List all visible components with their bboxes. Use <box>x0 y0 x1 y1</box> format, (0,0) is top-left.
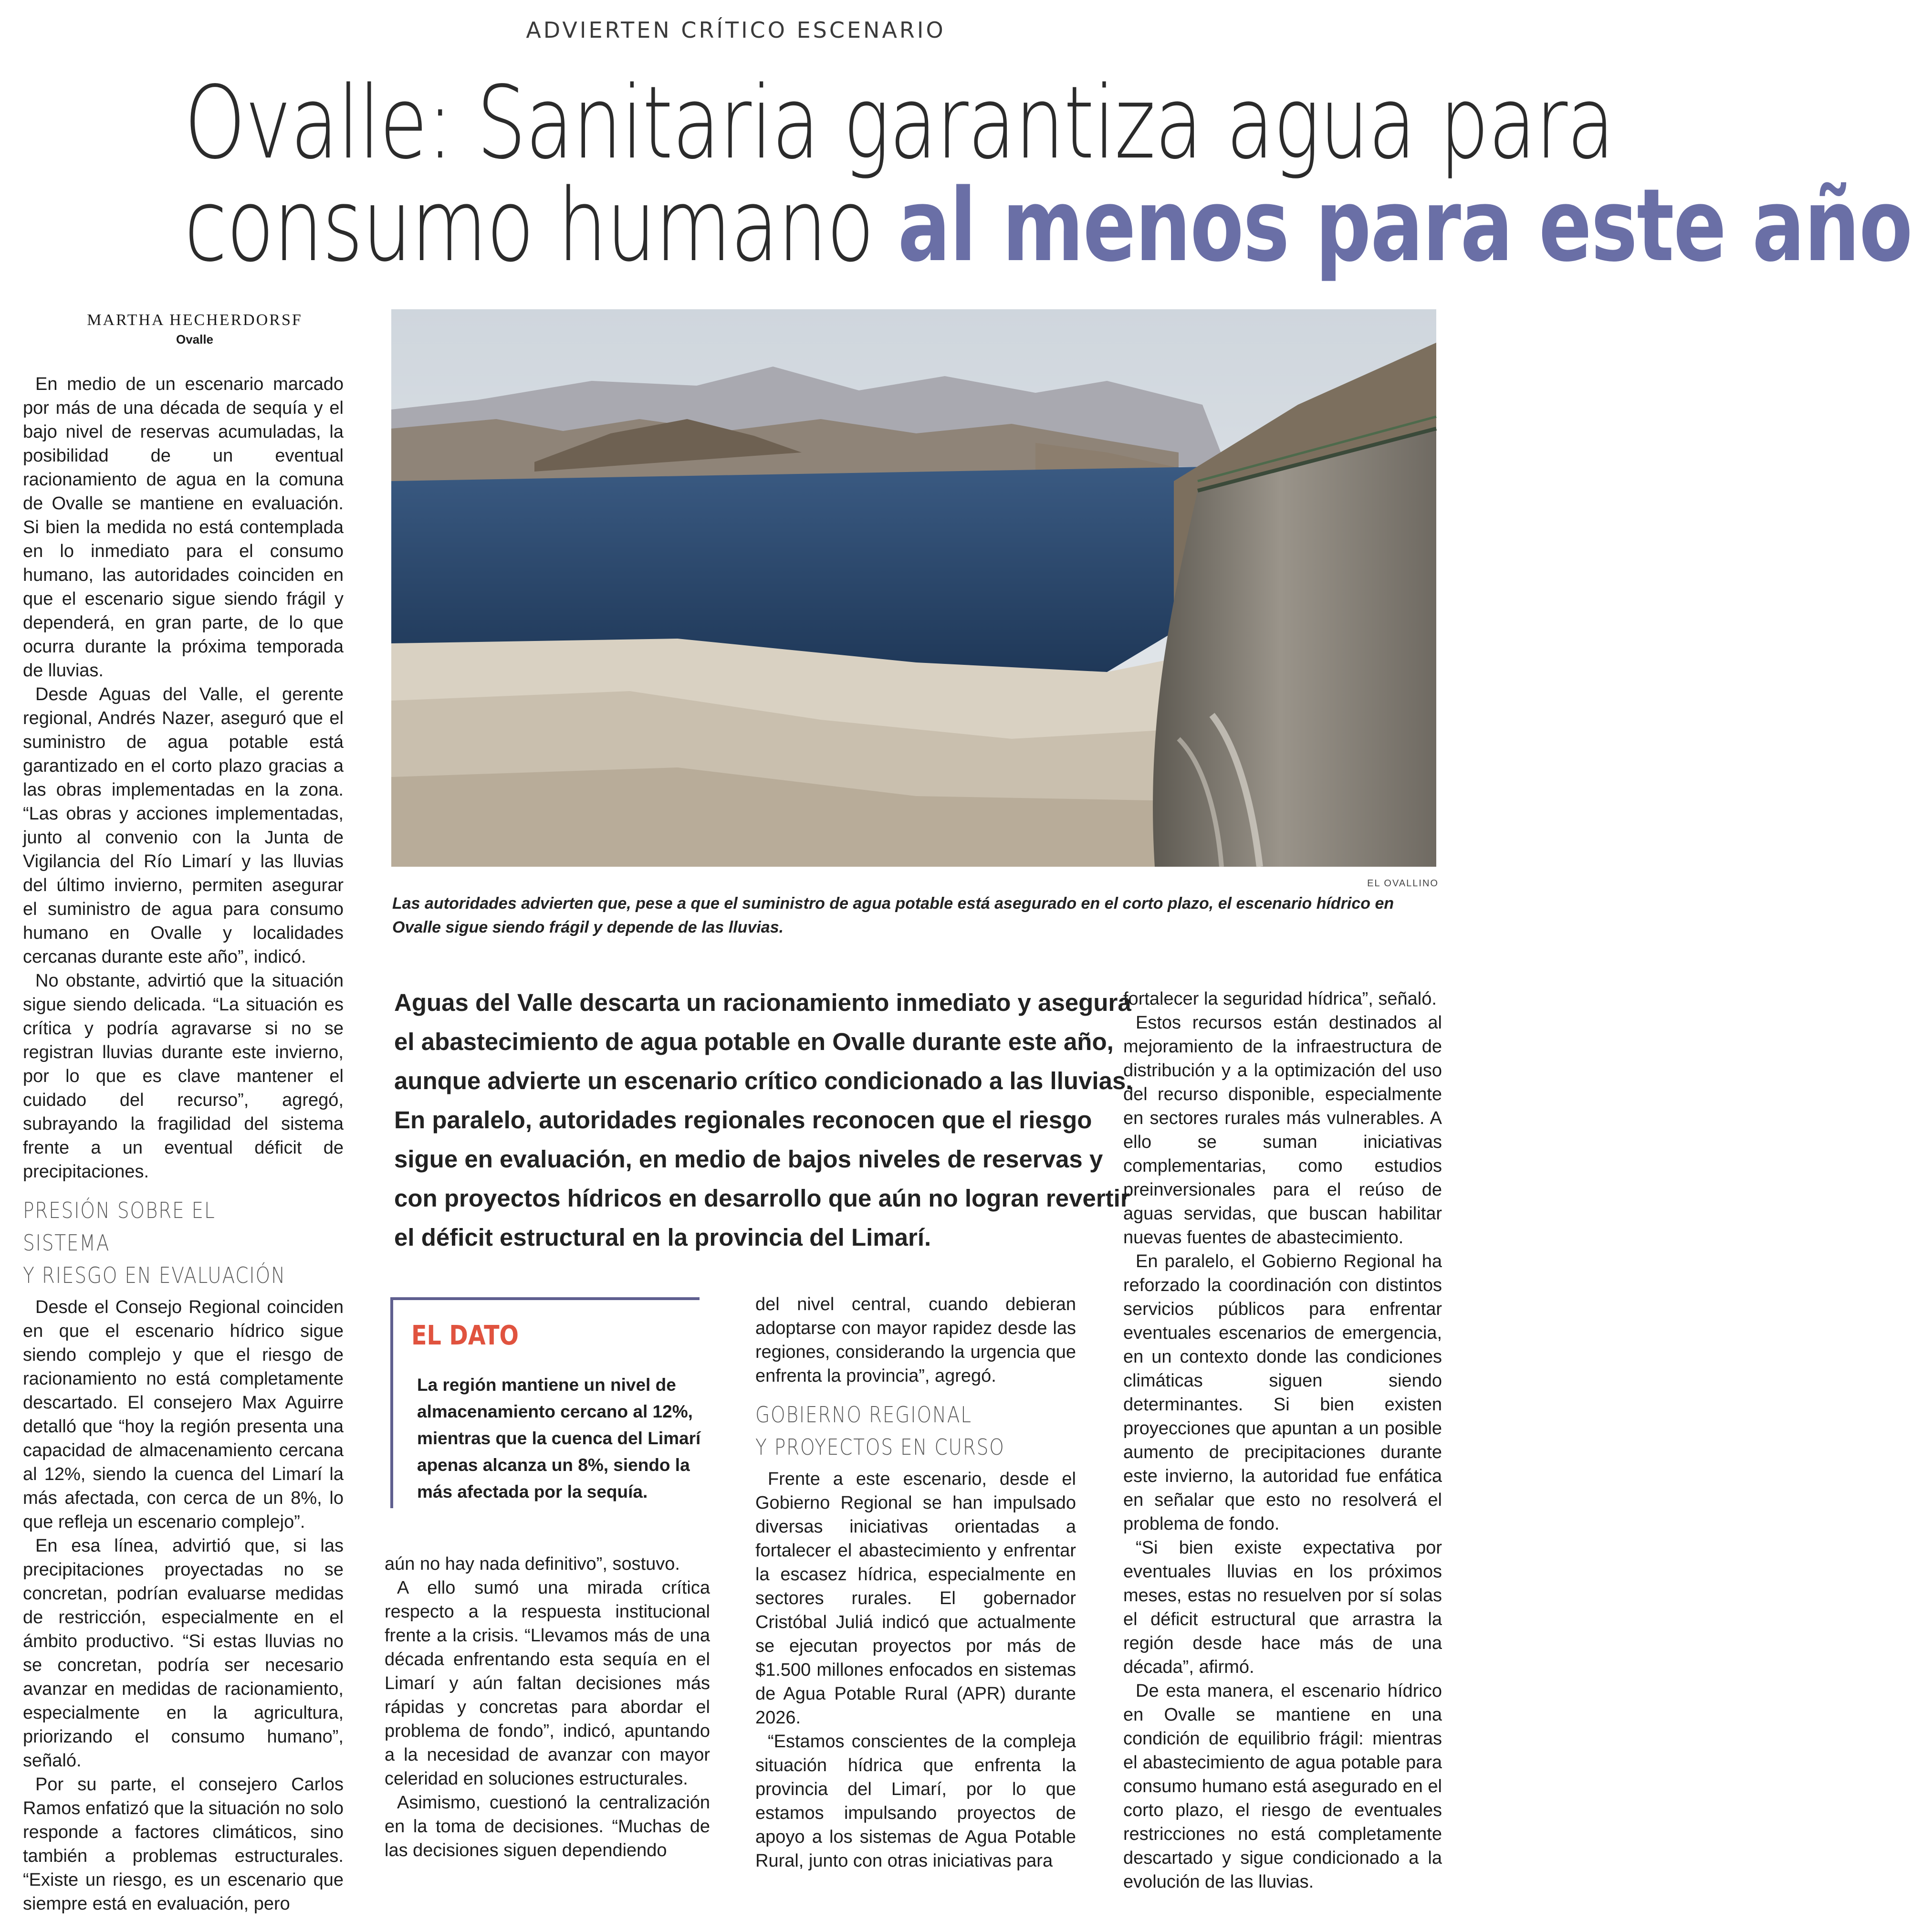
paragraph: fortalecer la seguridad hídrica”, señaló. <box>1123 989 1437 1009</box>
paragraph: De esta manera, el escenario hídrico en Ovalle se mantiene en una condición de equilibrio frágil: mientras el abastecimiento de agua potable para consumo humano está asegurado en el corto plazo, el riesgo de eventuales restricciones no está completamente descartado y sigue condicionado a la evolución de las lluvias. <box>1123 1681 1442 1892</box>
lead-line: aunque advierte un escenario crítico condicionado a las lluvias. <box>394 1067 1133 1094</box>
headline-line-2 <box>184 167 1912 284</box>
paragraph: Estos recursos están destinados al mejoramiento de la infraestructura de distribución y a la optimización del uso del recurso disponible, especialmente en sectores rurales más vulnerables. A ello se suman iniciativas complementarias, como estudios preinversionales para el reúso de aguas servidas, que buscan habilitar nuevas fuentes de abastecimiento. <box>1123 1013 1442 1248</box>
el-dato-title: EL DATO <box>411 1320 519 1351</box>
lead-line: el abastecimiento de agua potable en Ovalle durante este año, <box>394 1028 1114 1055</box>
lead-paragraph <box>394 983 1133 1257</box>
subheading-presion <box>23 1194 295 1292</box>
el-dato-text <box>417 1372 701 1505</box>
lead-line: con proyectos hídricos en desarrollo que aún no logran revertir <box>394 1185 1130 1212</box>
paragraph: “Estamos conscientes de la compleja situación hídrica que enfrenta la provincia del Limarí, por lo que estamos impulsando proyectos de apoyo a los sistemas de Agua Potable Rural, junto con otras iniciativas para <box>755 1732 1076 1871</box>
byline-place: Ovalle <box>176 332 214 346</box>
paragraph: del nivel central, cuando debieran adoptarse con mayor rapidez desde las regiones, considerando la urgencia que enfrenta la provincia”, agregó. <box>755 1294 1076 1386</box>
headline-plain: consumo humano <box>184 167 898 284</box>
headline-line-1: Ovalle: Sanitaria garantiza agua para <box>184 64 1614 181</box>
el-dato-line: más afectada por la sequía. <box>417 1482 648 1502</box>
subheading-gobierno <box>755 1398 1028 1463</box>
lead-line: Aguas del Valle descarta un racionamiento inmediato y asegura <box>394 989 1131 1016</box>
dam-photo <box>391 309 1436 867</box>
paragraph: Asimismo, cuestionó la centralización en la toma de decisiones. “Muchas de las decisiones siguen dependiendo <box>385 1793 710 1860</box>
column-2 <box>385 1552 710 1862</box>
paragraph: No obstante, advirtió que la situación sigue siendo delicada. “La situación es crítica y podría agravarse si no se registran lluvias durante este invierno, por lo que es clave mantener el cuidado del recurso”, agregó, subrayando la fragilidad del sistema frente a un eventual déficit de precipitaciones. <box>23 971 344 1182</box>
paragraph: A ello sumó una mirada crítica respecto a la respuesta institucional frente a la crisis. “Llevamos más de una década enfrentando esta sequía en el Limarí y aún faltan decisiones más rápidas y concretas para abordar el problema de fondo”, indicó, apuntando a la necesidad de avanzar con mayor celeridad en soluciones estructurales. <box>385 1578 710 1789</box>
paragraph: aún no hay nada definitivo”, sostuvo. <box>385 1554 680 1574</box>
paragraph: En medio de un escenario marcado por más de una década de sequía y el bajo nivel de reservas acumuladas, la posibilidad de un eventual racionamiento de agua en la comuna de Ovalle se mantiene en evaluación. Si bien la medida no está contemplada en lo inmediato para el consumo humano, las autoridades coinciden en que el escenario sigue siendo frágil y dependerá, en gran parte, de lo que ocurra durante la próxima temporada de lluvias. <box>23 374 344 681</box>
paragraph: En paralelo, el Gobierno Regional ha reforzado la coordinación con distintos servicios públicos para enfrentar eventuales escenarios de emergencia, en un contexto donde las condiciones climáticas siguen siendo determinantes. Si bien existen proyecciones que apuntan a un posible aumento de precipitaciones durante este invierno, la autoridad fue enfática en señalar que esto no resolverá el problema de fondo. <box>1123 1251 1442 1534</box>
kicker: ADVIERTEN CRÍTICO ESCENARIO <box>526 17 946 43</box>
column-4 <box>1123 987 1442 1894</box>
paragraph: “Si bien existe expectativa por eventuales lluvias en los próximos meses, estas no resuelven por sí solas el déficit estructural que arrastra la región desde hace más de una década”, afirmó. <box>1123 1538 1442 1677</box>
headline <box>184 64 1912 284</box>
dam-illustration <box>391 309 1436 867</box>
photo-credit: EL OVALLINO <box>1367 878 1439 889</box>
lead-line: sigue en evaluación, en medio de bajos niveles de reservas y <box>394 1145 1103 1173</box>
subheading-line: Y RIESGO EN EVALUACIÓN <box>23 1262 286 1288</box>
el-dato-line: mientras que la cuenca del Limarí <box>417 1428 701 1448</box>
el-dato-line: apenas alcanza un 8%, siendo la <box>417 1455 690 1475</box>
paragraph: Por su parte, el consejero Carlos Ramos enfatizó que la situación no solo responde a factores climáticos, sino también a problemas estructurales. “Existe un riesgo, es un escenario que siempre está en evaluación, pero <box>23 1774 344 1914</box>
byline <box>23 311 366 347</box>
headline-accent: al menos para este año <box>898 167 1912 284</box>
byline-author: MARTHA HECHERDORSF <box>87 311 303 329</box>
paragraph: Frente a este escenario, desde el Gobierno Regional se han impulsado diversas iniciativas orientadas a fortalecer el abastecimiento y enfrentar la escasez hídrica, especialmente en sectores rurales. El gobernador Cristóbal Juliá indicó que actualmente se ejecutan proyectos por más de $1.500 millones enfocados en sistemas de Agua Potable Rural (APR) durante 2026. <box>755 1469 1076 1728</box>
subheading-line: PRESIÓN SOBRE EL SISTEMA <box>23 1197 216 1256</box>
el-dato-line: La región mantiene un nivel de <box>417 1375 676 1395</box>
el-dato-box <box>390 1297 700 1508</box>
column-3 <box>755 1292 1076 1873</box>
paragraph: Desde Aguas del Valle, el gerente regional, Andrés Nazer, aseguró que el suministro de agua potable está garantizado en el corto plazo gracias a las obras implementadas en la zona. “Las obras y acciones implementadas, junto al convenio con la Junta de Vigilancia del Río Limarí y las lluvias del último invierno, permiten asegurar el suministro de agua para consumo humano en Ovalle y localidades cercanas durante este año”, indicó. <box>23 684 344 967</box>
el-dato-line: almacenamiento cercano al 12%, <box>417 1402 693 1421</box>
subheading-line: GOBIERNO REGIONAL <box>755 1402 972 1428</box>
photo-caption: Las autoridades advierten que, pese a que el suministro de agua potable está asegurado en el corto plazo, el escenario hídrico en Ovalle sigue siendo frágil y depende de las lluvias. <box>392 894 1394 936</box>
subheading-line: Y PROYECTOS EN CURSO <box>755 1434 1005 1460</box>
paragraph: En esa línea, advirtió que, si las precipitaciones proyectadas no se concretan, podrían evaluarse medidas de restricción, especialmente en el ámbito productivo. “Si estas lluvias no se concretan, podría ser necesario avanzar en medidas de racionamiento, especialmente en la agricultura, priorizando el consumo humano”, señaló. <box>23 1536 344 1771</box>
column-1 <box>23 372 344 1916</box>
paragraph: Desde el Consejo Regional coinciden en que el escenario hídrico sigue siendo complejo y que el riesgo de racionamiento no está completamente descartado. El consejero Max Aguirre detalló que “hoy la región presenta una capacidad de almacenamiento cercana al 12%, siendo la cuenca del Limarí la más afectada, con cerca de un 8%, lo que refleja un escenario complejo”. <box>23 1297 344 1532</box>
lead-line: el déficit estructural en la provincia del Limarí. <box>394 1224 931 1251</box>
lead-line: En paralelo, autoridades regionales reconocen que el riesgo <box>394 1106 1092 1134</box>
